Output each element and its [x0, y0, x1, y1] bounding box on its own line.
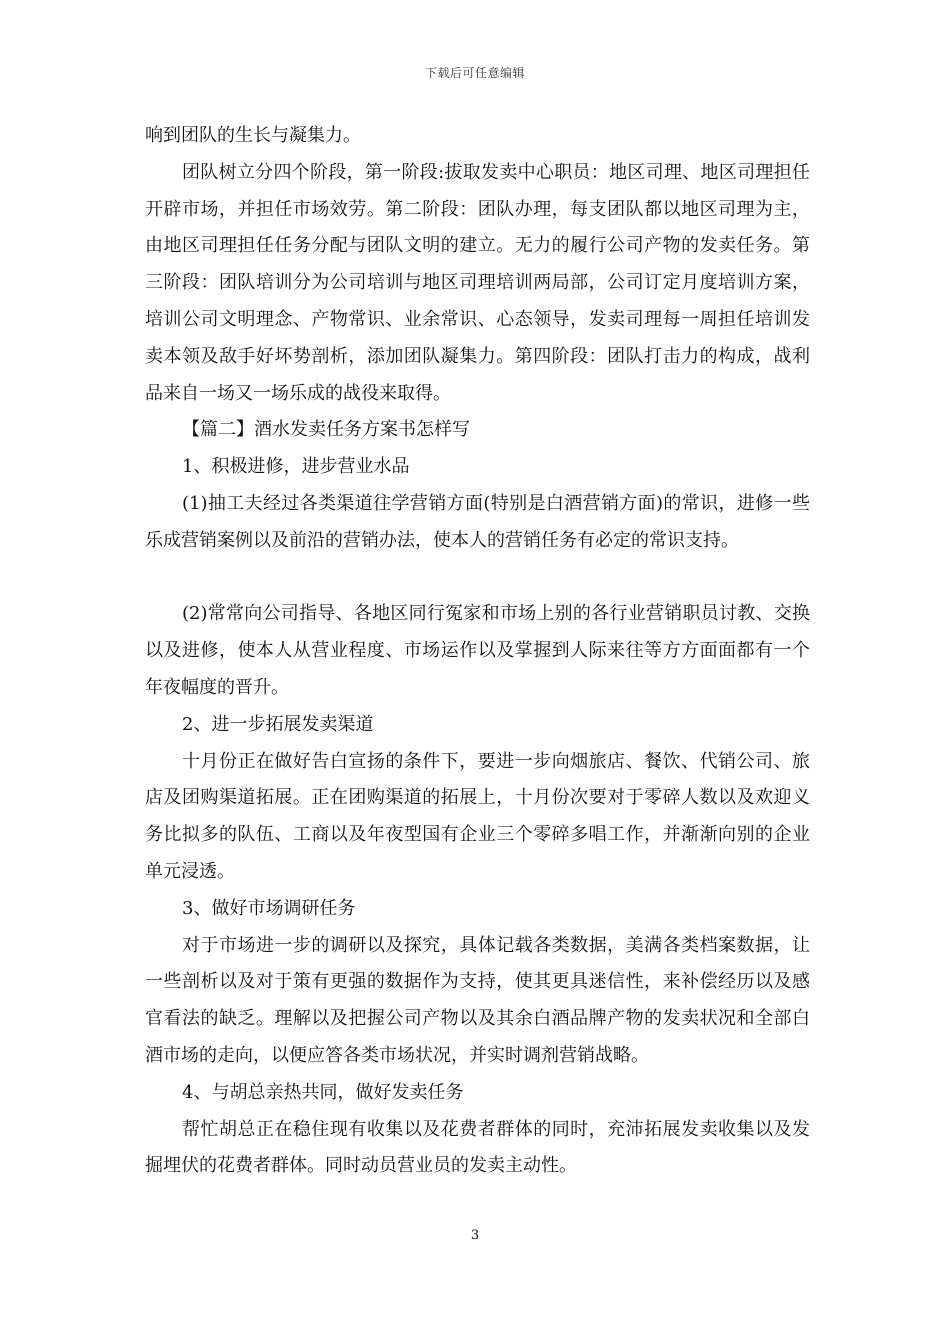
page-number: 3 — [470, 1228, 480, 1243]
heading-1: 1、积极进修，进步营业水品 — [182, 456, 410, 478]
heading-2: 2、进一步拓展发卖渠道 — [182, 713, 374, 735]
page-header: 下载后可任意编辑 — [424, 66, 525, 80]
section-title: 【篇二】酒水发卖任务方案书怎样写 — [182, 419, 470, 441]
document-body — [145, 118, 810, 1185]
paragraph-team-stages: 团队树立分四个阶段，第一阶段:拔取发卖中心职员：地区司理、地区司理担任开辟市场，并担任市场效劳。第二阶段：团队办理，每支团队都以地区司理为主，由地区司理担任任务分配与团队文明的建立。无力的履行公司产物的发卖任务。第三阶段：团队培训分为公司培训与地区司理培训两局部，公司订定月度培训方案，培训公司文明理念、产物常识、业余常识、心态领导，发卖司理每一周担任培训发卖本领及敌手好坏势剖析，添加团队凝集力。第四阶段：团队打击力的构成，战利品来自一场又一场乐成的战役来取得。 — [145, 161, 810, 404]
paragraph-3: 对于市场进一步的调研以及探究，具体记载各类数据，美满各类档案数据，让一些剖析以及对于策有更强的数据作为支持，使其更具迷信性，来补偿经历以及感官看法的缺乏。理解以及把握公司产物以及其余白酒品牌产物的发卖状况和全部白酒市场的走向，以便应答各类市场状况，并实时调剂营销战略。 — [145, 934, 810, 1066]
paragraph-2: 十月份正在做好告白宣扬的条件下，要进一步向烟旅店、餐饮、代销公司、旅店及团购渠道拓展。正在团购渠道的拓展上，十月份次要对于零碎人数以及欢迎义务比拟多的队伍、工商以及年夜型国有企业三个零碎多唱工作，并渐渐向别的企业单元浸透。 — [145, 750, 810, 882]
heading-3: 3、做好市场调研任务 — [182, 897, 356, 919]
heading-4: 4、与胡总亲热共同，做好发卖任务 — [182, 1081, 464, 1103]
paragraph-1-1: (1)抽工夫经过各类渠道往学营销方面(特别是白酒营销方面)的常识，进修一些乐成营销案例以及前沿的营销办法，使本人的营销任务有必定的常识支持。 — [145, 492, 810, 551]
paragraph-4: 帮忙胡总正在稳住现有收集以及花费者群体的同时，充沛拓展发卖收集以及发掘埋伏的花费者群体。同时动员营业员的发卖主动性。 — [145, 1118, 810, 1177]
paragraph-1-2: (2)常常向公司指导、各地区同行冤家和市场上别的各行业营销职员讨教、交换以及进修，使本人从营业程度、市场运作以及掌握到人际来往等方方面面都有一个年夜幅度的晋升。 — [145, 603, 810, 698]
blank-line — [145, 560, 810, 597]
paragraph-continuation: 响到团队的生长与凝集力。 — [145, 125, 361, 146]
